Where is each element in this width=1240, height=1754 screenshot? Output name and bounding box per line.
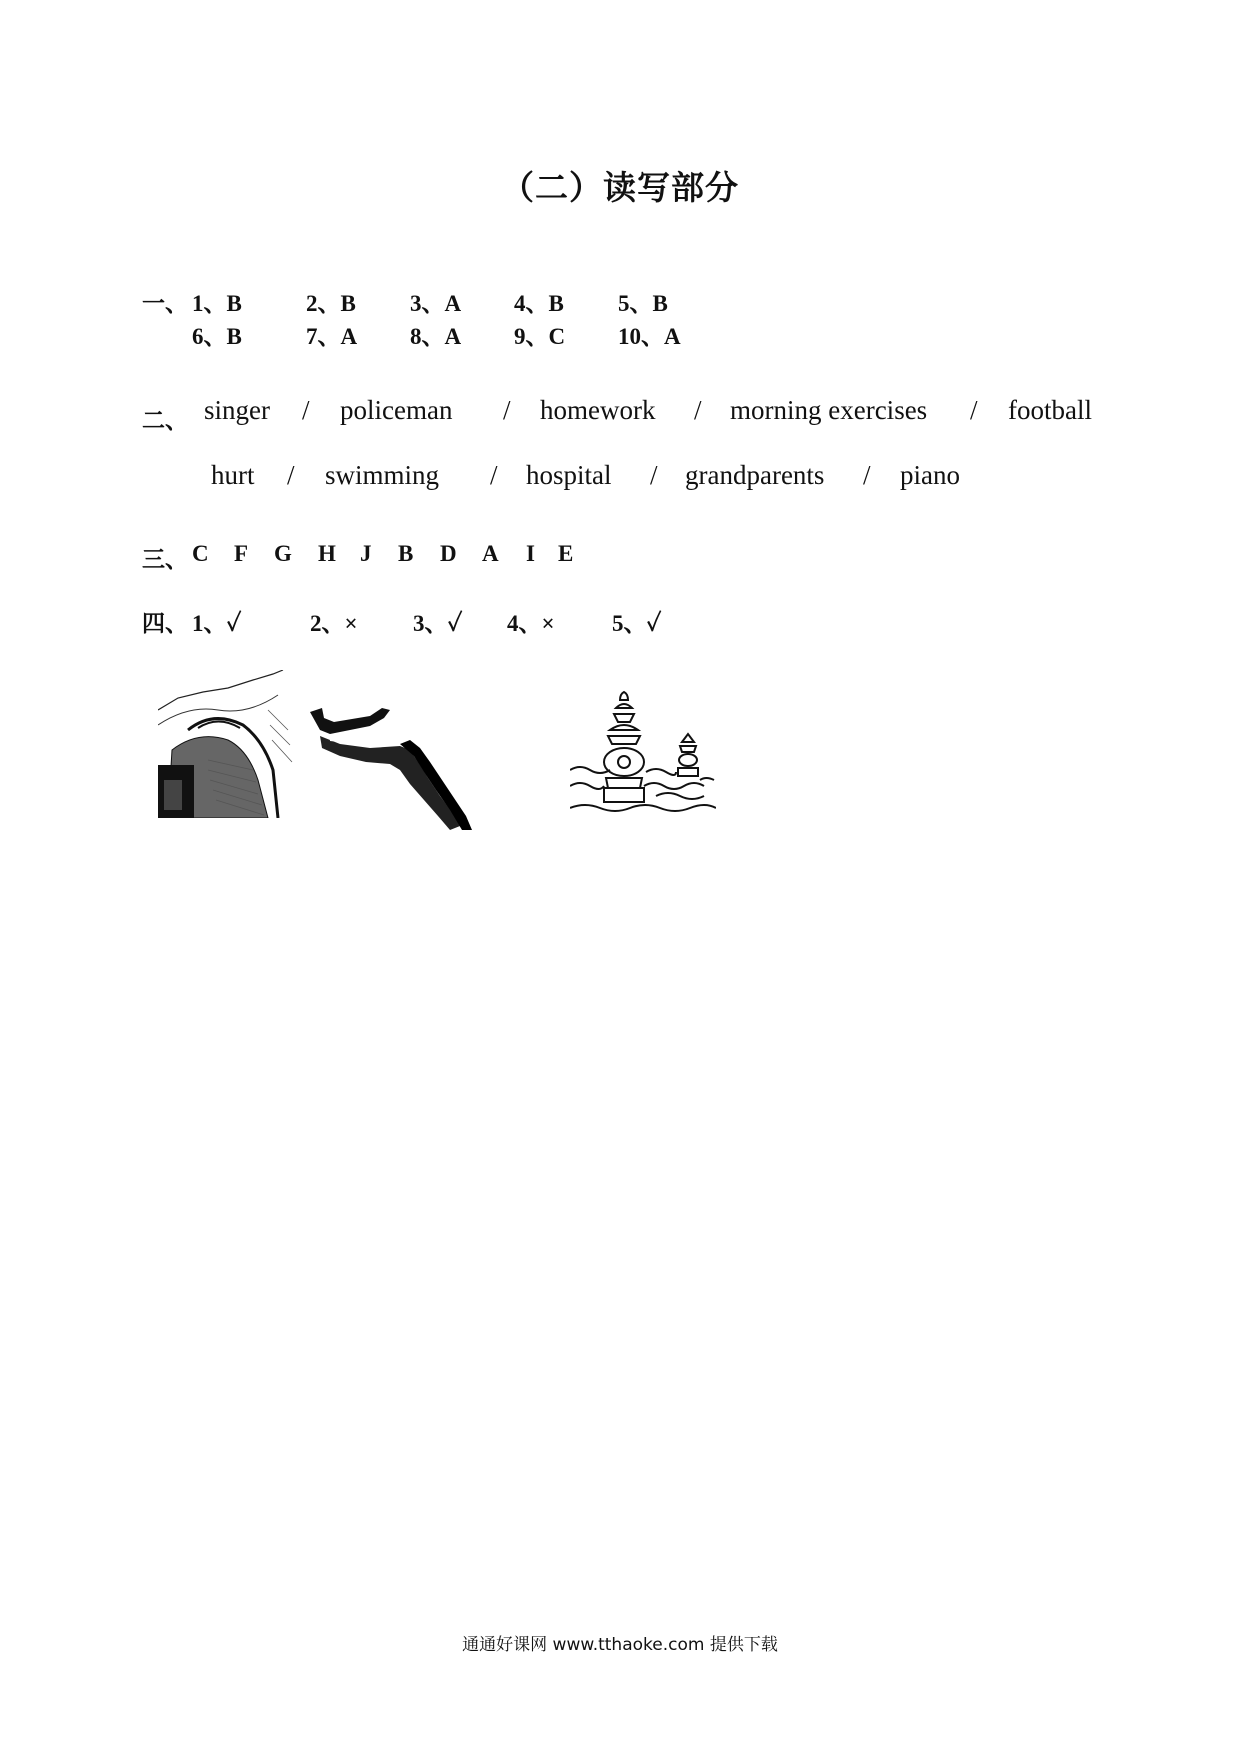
judge-item: 2、× [310, 611, 358, 636]
separator: / [490, 460, 498, 490]
answer-item: 8、A [410, 324, 462, 349]
letter-answer: D [440, 541, 457, 566]
separator: / [863, 460, 871, 490]
section-2-label: 二、 [142, 408, 188, 434]
separator: / [694, 395, 702, 425]
letter-answer: G [274, 541, 292, 566]
vocab-word: football [1008, 395, 1092, 425]
judge-item: 1、✓ [192, 611, 242, 636]
letter-answer: J [360, 541, 372, 566]
answer-item: 9、C [514, 324, 566, 349]
footer-credit: 通通好课网 www.tthaoke.com 提供下载 [462, 1635, 778, 1655]
answer-item: 6、B [192, 324, 242, 349]
vocab-word: hospital [526, 460, 612, 490]
judge-item: 5、✓ [612, 611, 662, 636]
page-title: （二）读写部分 [501, 168, 739, 207]
answer-item: 4、B [514, 291, 564, 316]
judge-item: 4、× [507, 611, 555, 636]
vocab-word: hurt [211, 460, 255, 490]
vocab-word: grandparents [685, 460, 825, 490]
great-wall-sketch-image [158, 670, 293, 818]
answer-item: 2、B [306, 291, 356, 316]
great-wall-ink-image [310, 704, 482, 830]
vocab-word: swimming [325, 460, 440, 490]
answer-item: 3、A [410, 291, 462, 316]
letter-answer: F [234, 541, 249, 566]
separator: / [302, 395, 310, 425]
section-4-label: 四、 [142, 611, 188, 637]
answer-item: 1、B [192, 291, 242, 316]
vocab-word: policeman [340, 395, 453, 425]
pagoda-lake-image [570, 690, 716, 818]
answer-item: 10、A [618, 324, 681, 349]
letter-answer: I [526, 541, 535, 566]
vocab-word: morning exercises [730, 395, 928, 425]
letter-answer: A [482, 541, 499, 566]
separator: / [650, 460, 658, 490]
letter-answer: H [318, 541, 336, 566]
section-3-label: 三、 [142, 547, 188, 573]
separator: / [970, 395, 978, 425]
separator: / [503, 395, 511, 425]
section-1-label: 一、 [142, 291, 188, 317]
letter-answer: C [192, 541, 209, 566]
letter-answer: E [558, 541, 574, 566]
vocab-word: singer [204, 395, 270, 425]
answer-item: 7、A [306, 324, 358, 349]
vocab-word: piano [900, 460, 960, 490]
separator: / [287, 460, 295, 490]
judge-item: 3、✓ [413, 611, 463, 636]
letter-answer: B [398, 541, 414, 566]
answer-item: 5、B [618, 291, 668, 316]
vocab-word: homework [540, 395, 656, 425]
